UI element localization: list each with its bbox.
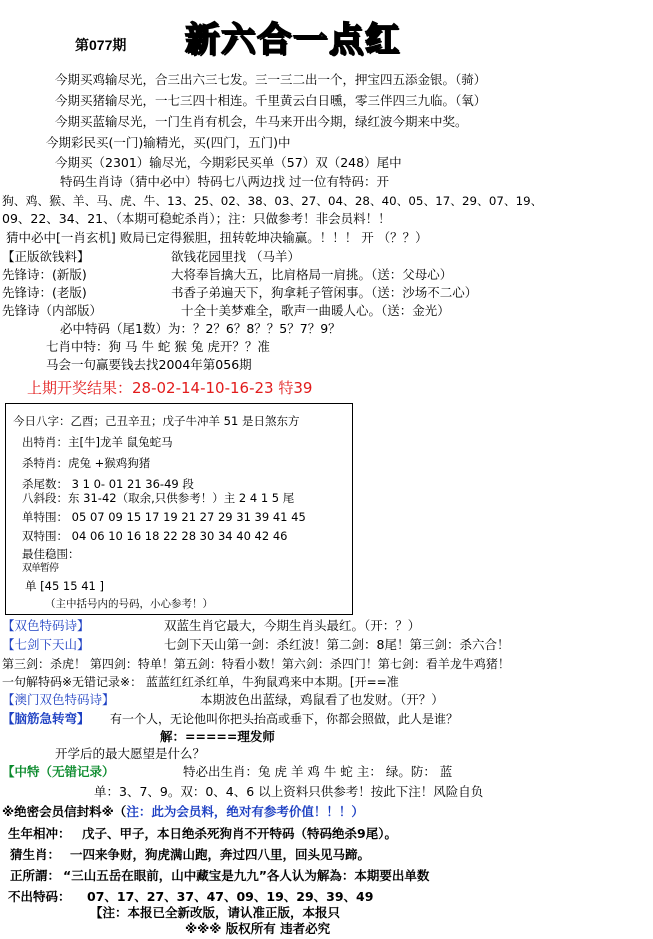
bottom-text: 07、17、27、37、47、09、19、29、39、49	[87, 889, 374, 904]
tail-number-line: 必中特码（尾1数）为：？2？6？8？？5？7？9？	[60, 321, 341, 336]
bottom-label: 猜生肖：	[10, 847, 61, 862]
last-result-special: 特39	[278, 379, 313, 397]
box-line: 今日八字：乙酉；己丑辛丑；戊子牛冲羊 51 是日煞东方	[13, 414, 300, 428]
bottom-text: 戊子、甲子，本日绝杀死狗肖不开特码（特码绝杀9尾）。	[82, 826, 397, 841]
box-line: 最佳稳围：	[22, 547, 80, 561]
issue-number: 第077期	[75, 37, 127, 53]
vip-text: 注：此为会员料，绝对有参考价值！！！）	[126, 804, 364, 819]
last-result-label: 上期开奖结果：	[27, 379, 133, 397]
poem-text: 十全十美梦难全，歌声一曲暖人心。（送：金光）	[181, 303, 450, 318]
page-title: 新六合一点红	[185, 20, 401, 60]
tezhao-line: 09、22、34、21、（本期可稳蛇杀肖）；注：只做参考！非会员料！！	[2, 211, 391, 226]
section-text: 双蓝生肖它最大，今期生肖头最红。（开：？）	[164, 618, 421, 633]
box-line: 双单暂停	[22, 563, 58, 574]
poem-label: 【正版欲钱料】	[2, 249, 90, 264]
ma-hui-line: 马会一句赢要钱去找2004年第056期	[46, 357, 252, 372]
brain-question: 有一个人，无论他叫你把头抬高或垂下，你都会照做，此人是谁？	[110, 712, 459, 726]
intro-line: 今期买（2301）输尽光，今期彩民买单（57）双（248）尾中	[55, 155, 402, 170]
intro-line: 今期买蓝输尽光，一门生肖有机会，牛马来开出今期，绿红波今期来中奖。	[55, 114, 468, 129]
box-line: 双特围： 04 06 10 16 18 22 28 30 34 40 42 46	[22, 529, 288, 543]
brain-answer: 解：=====理发师	[160, 729, 275, 744]
tezhao-line: 狗、鸡、猴、羊、马、虎、牛、13、25、02、38、03、27、04、28、40、05、17、29、07、19、	[2, 194, 543, 208]
intro-line: 今期买鸡输尽光，合三出六三七发。三一三二出一个，押宝四五添金银。（骑）	[55, 72, 487, 87]
brain-label: 【脑筋急转弯】	[2, 711, 90, 726]
bottom-text: “三山五岳在眼前，山中藏宝是九九”各人认为解為：本期要出单数	[63, 868, 430, 883]
poem-label: 先锋诗：(新版)	[2, 267, 87, 282]
sword-line: 第三剑：杀虎！ 第四剑：特单！第五剑：特看小数！第六剑：杀四门！第七剑：看羊龙牛鸡猪！	[2, 657, 510, 671]
footer-note: 【注：本报已全新改版，请认准正版，本报只	[90, 905, 341, 920]
bottom-label: 不出特码：	[8, 889, 71, 904]
box-line: 单特围： 05 07 09 15 17 19 21 27 29 31 39 41 45	[22, 510, 306, 524]
zhongte-line-2: 单：3、7、9。双：0、4、6 以上资料只供参考！按此下注！风险自负	[94, 784, 484, 799]
section-label: 【七剑下天山】	[2, 637, 90, 652]
section-label: 【澳门双色特码诗】	[2, 692, 115, 707]
section-text: 七剑下天山第一剑：杀红波！第二剑：8尾！第三剑：杀六合！	[164, 637, 510, 652]
poem-text: 欲钱花园里找 （马羊）	[171, 249, 300, 264]
intro-line: 今期彩民买(一门)输精光，买(四门，五门)中	[46, 135, 291, 150]
bottom-text: 一四来争财，狗虎满山跑，奔过四八里，回头见马蹄。	[70, 847, 371, 862]
section-text: 本期波色出蓝绿，鸡鼠看了也发财。（开？）	[200, 692, 444, 707]
box-line: 出特肖：主[牛]龙羊 鼠兔蛇马	[22, 435, 173, 449]
vip-line	[2, 804, 364, 820]
last-result	[27, 378, 312, 398]
brain-question-2: 开学后的最大愿望是什么？	[55, 746, 206, 761]
poem-label: 先锋诗：(老版)	[2, 285, 87, 300]
section-label: 【双色特码诗】	[2, 618, 90, 633]
poem-text: 书香子弟遍天下，狗拿耗子管闲事。（送：沙场不二心）	[171, 285, 478, 300]
footer-copyright: ※※※ 版权所有 违者必究	[185, 921, 331, 936]
sword-line: 一句解特码※无错记录※： 蓝蓝红红杀红单，牛狗鼠鸡来中本期。[开==准	[2, 675, 399, 689]
tezhao-line: 猜中必中[一肖玄机] 败局已定得猴胆，扭转乾坤决输赢。！！！ 开 （？？）	[6, 230, 428, 245]
box-line: 八斜段：东 31-42（取余,只供参考！）主 2 4 1 5 尾	[22, 491, 295, 505]
bottom-label: 正所謂：	[10, 868, 61, 883]
bottom-label: 生年相冲：	[8, 826, 71, 841]
box-line: 单 [45 15 41 ]	[25, 579, 104, 593]
zhongte-label: 【中特（无错记录）	[2, 764, 115, 779]
intro-line: 今期买猪输尽光，一七三四十相连。千里黄云白日曛，零三伴四三九临。（氧）	[55, 93, 487, 108]
vip-prefix: ※绝密会员信封料※（	[2, 804, 127, 819]
last-result-numbers: 28-02-14-10-16-23	[132, 379, 274, 397]
poem-label: 先锋诗（内部版）	[2, 303, 103, 318]
tezhao-line: 特码生肖诗（猜中必中）特码七八两边找 过一位有特码：开	[60, 174, 389, 189]
box-line: 杀特肖：虎兔 +猴鸡狗猪	[22, 456, 151, 470]
seven-zodiac-line: 七肖中特：狗 马 牛 蛇 猴 兔 虎开？？准	[46, 339, 270, 354]
box-line: 杀尾数： 3 1 0- 01 21 36-49 段	[22, 477, 194, 491]
poem-text: 大将奉旨擒大五，比肩格局一肩挑。（送：父母心）	[171, 267, 453, 282]
box-line: （主中括号内的号码，小心参考！）	[45, 598, 213, 610]
zhongte-text: 特必出生肖：兔 虎 羊 鸡 牛 蛇 主： 绿。防： 蓝	[183, 764, 453, 779]
